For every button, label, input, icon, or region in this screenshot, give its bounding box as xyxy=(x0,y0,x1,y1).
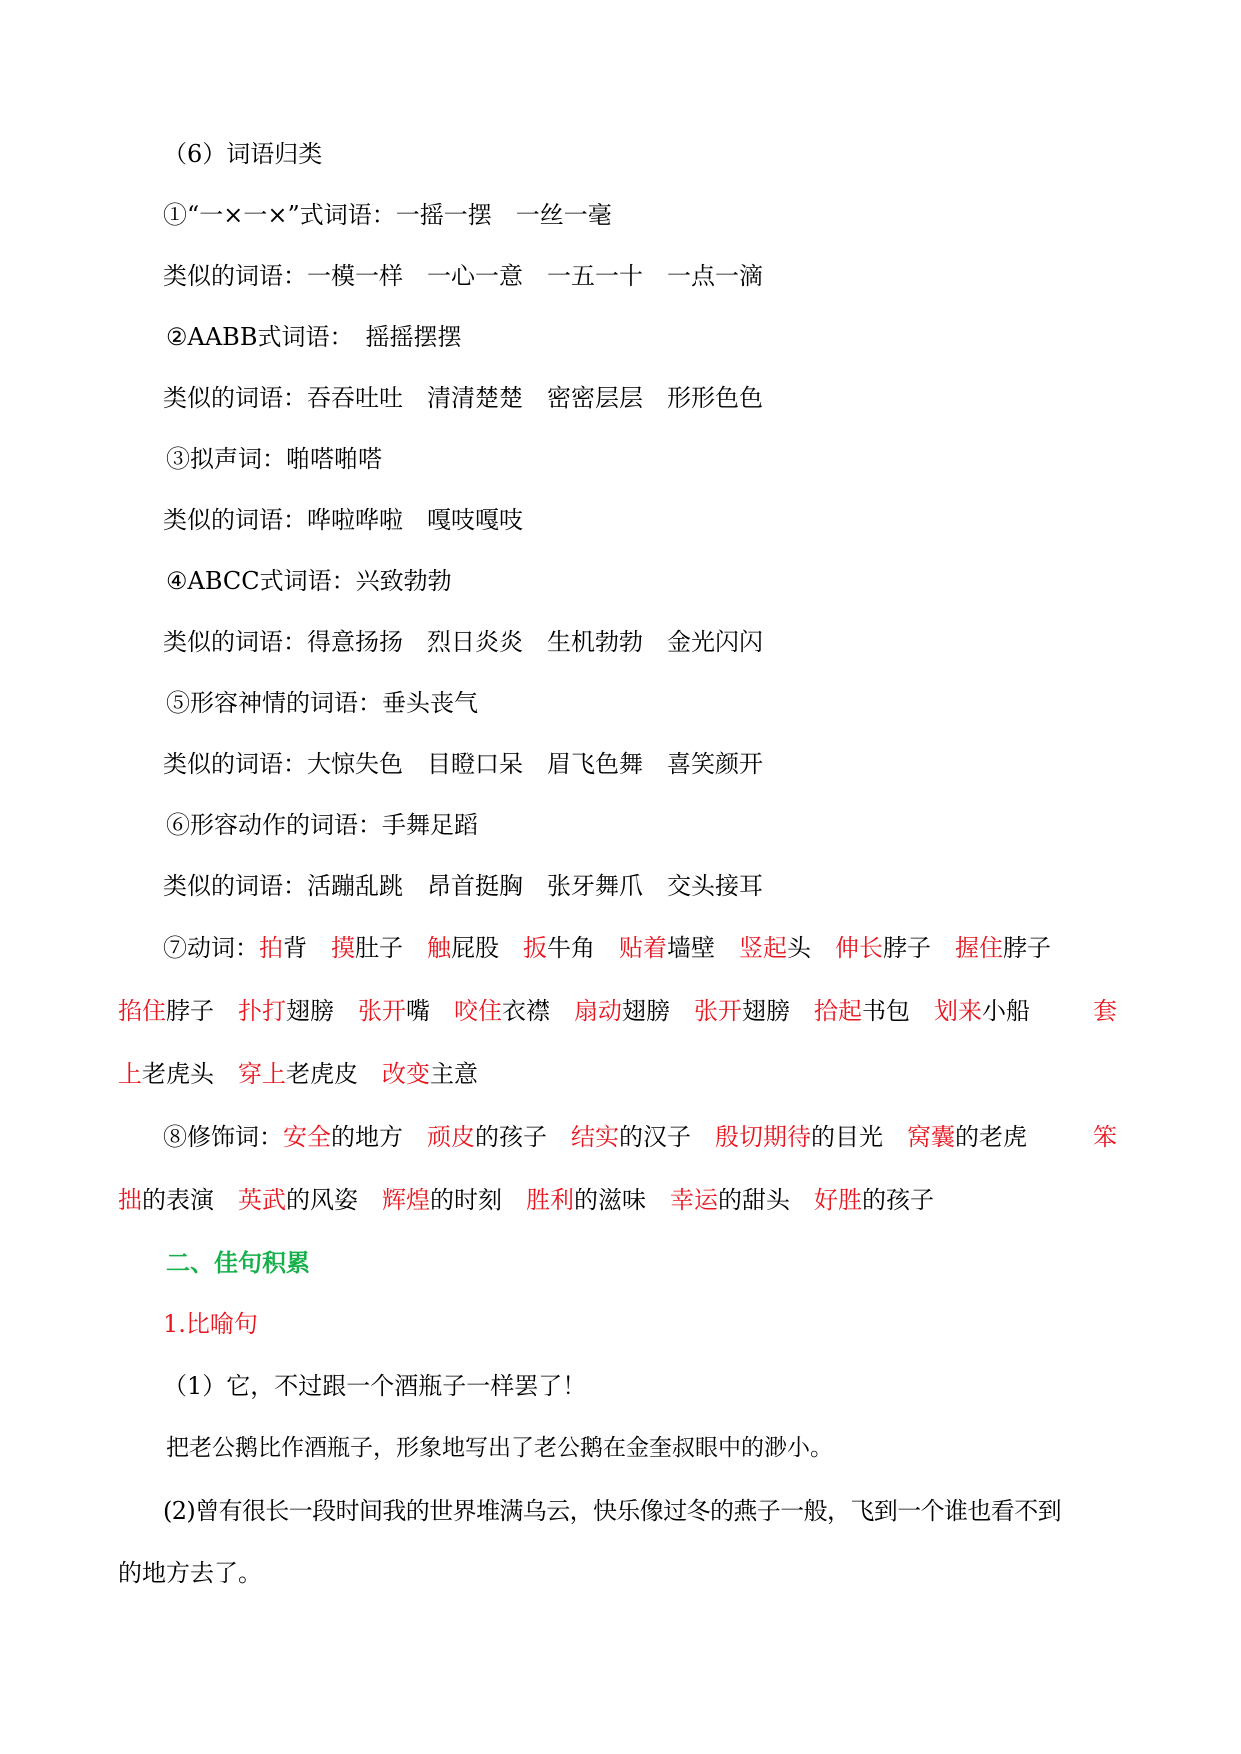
modifier-phrase-wrap-start: 笨 xyxy=(1093,1123,1117,1151)
verb-phrase: 竖起头 xyxy=(739,934,811,962)
verb-phrase: 划来小船 xyxy=(934,997,1030,1025)
verb-phrase: 掐住脖子 xyxy=(118,997,214,1025)
modifier-phrase: 好胜的孩子 xyxy=(814,1186,934,1214)
verb-phrase-wrap-start: 套 xyxy=(1093,997,1117,1025)
verb-phrase: 拾起书包 xyxy=(814,997,910,1025)
sentence-1-explanation: 把老公鹅比作酒瓶子，形象地写出了老公鹅在金奎叔眼中的渺小。 xyxy=(166,1435,833,1461)
subheading-word-classification: （6）词语归类 xyxy=(163,140,323,168)
verb-phrase: 握住脖子 xyxy=(955,934,1051,962)
verb-phrase: 张开嘴 xyxy=(358,997,430,1025)
verb-phrase: 穿上老虎皮 xyxy=(238,1060,358,1088)
similar-words-6: 类似的词语：活蹦乱跳 昂首挺胸 张牙舞爪 交头接耳 xyxy=(163,872,763,900)
example-sentence-2-continued: 的地方去了。 xyxy=(118,1559,262,1587)
verb-phrase: 上老虎头 xyxy=(118,1060,214,1088)
similar-words-3: 类似的词语：哗啦哗啦 嘎吱嘎吱 xyxy=(163,506,523,534)
verb-phrase: 扑打翅膀 xyxy=(238,997,334,1025)
modifier-phrase: 辉煌的时刻 xyxy=(382,1186,502,1214)
verbs-line-2 xyxy=(118,995,1030,1027)
verb-phrase: 贴着墙壁 xyxy=(619,934,715,962)
modifiers-line-1 xyxy=(163,1121,1027,1153)
modifier-phrase: 殷切期待的目光 xyxy=(715,1123,883,1151)
verbs-label: ⑦动词： xyxy=(163,934,259,962)
verbs-line-1 xyxy=(163,932,1051,964)
modifier-phrase: 胜利的滋味 xyxy=(526,1186,646,1214)
modifiers-line-2 xyxy=(118,1184,934,1216)
subsection-simile: 1.比喻句 xyxy=(163,1310,258,1338)
verb-phrase: 伸长脖子 xyxy=(835,934,931,962)
word-type-5: ⑤形容神情的词语：垂头丧气 xyxy=(166,689,478,717)
verb-phrase: 改变主意 xyxy=(382,1060,478,1088)
verbs-line-3 xyxy=(118,1058,478,1090)
verb-phrase: 咬住衣襟 xyxy=(454,997,550,1025)
similar-words-5: 类似的词语：大惊失色 目瞪口呆 眉飞色舞 喜笑颜开 xyxy=(163,750,763,778)
verb-phrase: 扇动翅膀 xyxy=(574,997,670,1025)
similar-words-4: 类似的词语：得意扬扬 烈日炎炎 生机勃勃 金光闪闪 xyxy=(163,628,763,656)
word-type-3: ③拟声词：啪嗒啪嗒 xyxy=(166,445,382,473)
modifier-phrase: 英武的风姿 xyxy=(238,1186,358,1214)
example-sentence-2: (2)曾有很长一段时间我的世界堆满乌云，快乐像过冬的燕子一般，飞到一个谁也看不到 xyxy=(163,1497,1061,1525)
modifier-phrase: 顽皮的孩子 xyxy=(427,1123,547,1151)
verb-phrase: 拍背 xyxy=(259,934,307,962)
verb-phrase: 张开翅膀 xyxy=(694,997,790,1025)
modifier-phrase: 窝囊的老虎 xyxy=(907,1123,1027,1151)
verb-phrase: 扳牛角 xyxy=(523,934,595,962)
verb-phrase: 触屁股 xyxy=(427,934,499,962)
verb-phrase: 摸肚子 xyxy=(331,934,403,962)
modifier-phrase: 幸运的甜头 xyxy=(670,1186,790,1214)
similar-words-1: 类似的词语：一模一样 一心一意 一五一十 一点一滴 xyxy=(163,262,763,290)
example-sentence-1: （1）它，不过跟一个酒瓶子一样罢了！ xyxy=(163,1372,587,1400)
word-type-6: ⑥形容动作的词语：手舞足蹈 xyxy=(166,811,478,839)
modifier-phrase: 结实的汉子 xyxy=(571,1123,691,1151)
word-type-1: ①“一×一×”式词语：一摇一摆 一丝一毫 xyxy=(163,201,612,229)
modifiers-label: ⑧修饰词： xyxy=(163,1123,283,1151)
word-type-4: ④ABCC式词语：兴致勃勃 xyxy=(166,567,452,595)
modifier-phrase: 拙的表演 xyxy=(118,1186,214,1214)
word-type-2: ②AABB式词语： 摇摇摆摆 xyxy=(166,323,462,351)
modifier-phrase: 安全的地方 xyxy=(283,1123,403,1151)
similar-words-2: 类似的词语：吞吞吐吐 清清楚楚 密密层层 形形色色 xyxy=(163,384,763,412)
section-heading-sentences: 二、佳句积累 xyxy=(166,1249,310,1277)
